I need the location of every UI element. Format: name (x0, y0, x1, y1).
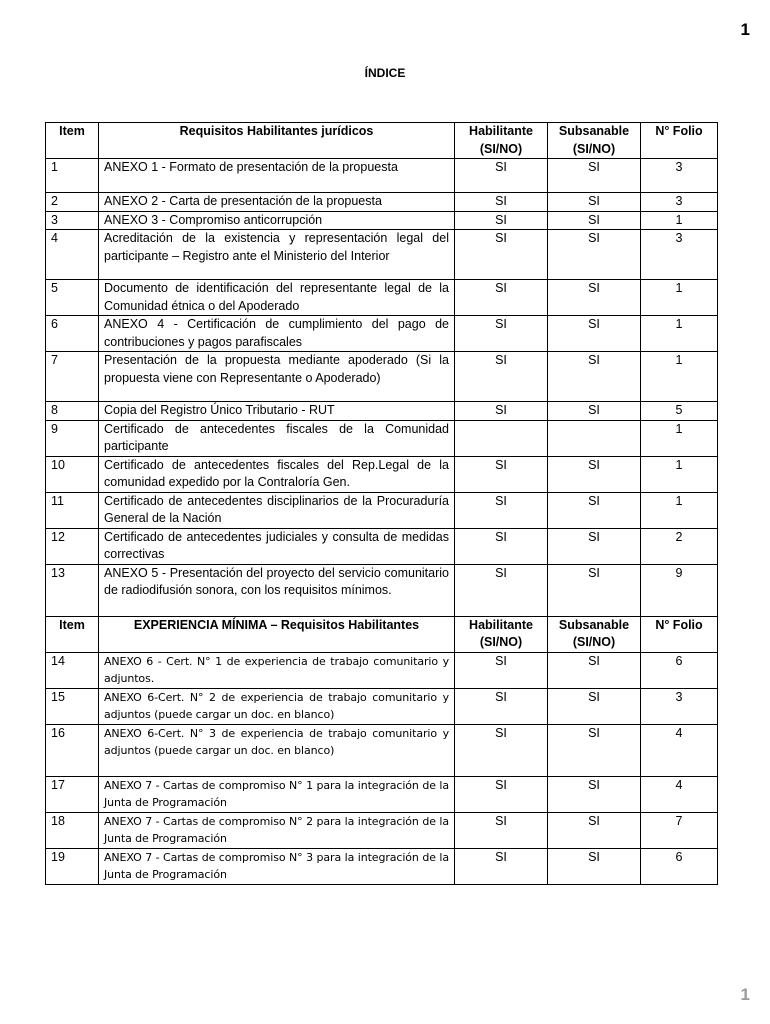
row-item-number: 14 (46, 652, 99, 688)
row-subsanable: SI (548, 211, 641, 230)
row-habilitante: SI (455, 812, 548, 848)
row-folio: 6 (641, 652, 718, 688)
row-folio: 7 (641, 812, 718, 848)
row-item-number: 6 (46, 316, 99, 352)
row-requirement: Acreditación de la existencia y representación legal del participante – Registro ante el Ministerio del Interior (99, 230, 455, 280)
row-subsanable: SI (548, 492, 641, 528)
table-row (46, 848, 718, 884)
row-folio: 1 (641, 280, 718, 316)
row-subsanable: SI (548, 776, 641, 812)
row-subsanable: SI (548, 652, 641, 688)
col-header-habilitante: Habilitante (SI/NO) (455, 616, 548, 652)
table-row (46, 211, 718, 230)
row-item-number: 9 (46, 420, 99, 456)
row-item-number: 12 (46, 528, 99, 564)
row-item-number: 17 (46, 776, 99, 812)
row-folio: 6 (641, 848, 718, 884)
row-habilitante: SI (455, 456, 548, 492)
row-folio: 3 (641, 230, 718, 280)
row-subsanable: SI (548, 724, 641, 776)
row-folio: 1 (641, 316, 718, 352)
table-row (46, 812, 718, 848)
row-requirement: ANEXO 7 - Cartas de compromiso N° 1 para la integración de la Junta de Programación (99, 776, 455, 812)
col-header-requisitos: EXPERIENCIA MÍNIMA – Requisitos Habilitantes (99, 616, 455, 652)
row-requirement: ANEXO 1 - Formato de presentación de la propuesta (99, 159, 455, 193)
row-item-number: 10 (46, 456, 99, 492)
section2-header-row (46, 616, 718, 652)
row-requirement: ANEXO 6-Cert. N° 3 de experiencia de trabajo comunitario y adjuntos (puede cargar un doc. en blanco) (99, 724, 455, 776)
table-row (46, 492, 718, 528)
row-folio: 2 (641, 528, 718, 564)
row-requirement: ANEXO 6 - Cert. N° 1 de experiencia de trabajo comunitario y adjuntos. (99, 652, 455, 688)
table-row (46, 688, 718, 724)
col-header-item: Item (46, 616, 99, 652)
row-requirement: ANEXO 3 - Compromiso anticorrupción (99, 211, 455, 230)
row-item-number: 16 (46, 724, 99, 776)
row-habilitante: SI (455, 402, 548, 421)
row-habilitante: SI (455, 316, 548, 352)
row-folio: 1 (641, 420, 718, 456)
row-folio: 4 (641, 776, 718, 812)
col-header-subsanable: Subsanable (SI/NO) (548, 123, 641, 159)
row-habilitante: SI (455, 230, 548, 280)
row-requirement: Certificado de antecedentes disciplinarios de la Procuraduría General de la Nación (99, 492, 455, 528)
row-habilitante: SI (455, 688, 548, 724)
page-number-footer: 1 (740, 985, 750, 1004)
row-item-number: 2 (46, 193, 99, 212)
row-requirement: ANEXO 7 - Cartas de compromiso N° 2 para la integración de la Junta de Programación (99, 812, 455, 848)
row-habilitante: SI (455, 211, 548, 230)
row-folio: 3 (641, 159, 718, 193)
row-item-number: 3 (46, 211, 99, 230)
row-subsanable: SI (548, 280, 641, 316)
row-habilitante (455, 420, 548, 456)
row-item-number: 5 (46, 280, 99, 316)
row-item-number: 13 (46, 564, 99, 616)
row-habilitante: SI (455, 280, 548, 316)
table-row (46, 564, 718, 616)
row-subsanable: SI (548, 352, 641, 402)
page-number: 1 (740, 20, 750, 39)
row-subsanable: SI (548, 812, 641, 848)
row-requirement: ANEXO 5 - Presentación del proyecto del servicio comunitario de radiodifusión sonora, con los requisitos mínimos. (99, 564, 455, 616)
row-requirement: Copia del Registro Único Tributario - RUT (99, 402, 455, 421)
row-requirement: ANEXO 2 - Carta de presentación de la propuesta (99, 193, 455, 212)
row-subsanable: SI (548, 456, 641, 492)
row-subsanable (548, 420, 641, 456)
row-folio: 3 (641, 193, 718, 212)
row-item-number: 1 (46, 159, 99, 193)
row-item-number: 7 (46, 352, 99, 402)
row-subsanable: SI (548, 564, 641, 616)
col-header-folio: N° Folio (641, 616, 718, 652)
row-folio: 4 (641, 724, 718, 776)
row-subsanable: SI (548, 528, 641, 564)
row-subsanable: SI (548, 193, 641, 212)
col-header-item: Item (46, 123, 99, 159)
table-row (46, 776, 718, 812)
table-row (46, 456, 718, 492)
row-habilitante: SI (455, 564, 548, 616)
row-subsanable: SI (548, 848, 641, 884)
col-header-folio: N° Folio (641, 123, 718, 159)
col-header-habilitante: Habilitante (SI/NO) (455, 123, 548, 159)
table-row (46, 159, 718, 193)
row-item-number: 15 (46, 688, 99, 724)
row-habilitante: SI (455, 492, 548, 528)
row-folio: 5 (641, 402, 718, 421)
table-row (46, 280, 718, 316)
table-row (46, 420, 718, 456)
row-item-number: 4 (46, 230, 99, 280)
row-folio: 9 (641, 564, 718, 616)
row-requirement: ANEXO 4 - Certificación de cumplimiento del pago de contribuciones y pagos parafiscales (99, 316, 455, 352)
table-row (46, 402, 718, 421)
row-item-number: 8 (46, 402, 99, 421)
table-row (46, 724, 718, 776)
table-row (46, 528, 718, 564)
row-subsanable: SI (548, 316, 641, 352)
row-habilitante: SI (455, 159, 548, 193)
table-row (46, 193, 718, 212)
row-requirement: Certificado de antecedentes fiscales del Rep.Legal de la comunidad expedido por la Contraloría Gen. (99, 456, 455, 492)
row-folio: 1 (641, 211, 718, 230)
section1-header-row (46, 123, 718, 159)
row-requirement: ANEXO 7 - Cartas de compromiso N° 3 para la integración de la Junta de Programación (99, 848, 455, 884)
row-item-number: 19 (46, 848, 99, 884)
row-habilitante: SI (455, 848, 548, 884)
row-folio: 1 (641, 492, 718, 528)
table-row (46, 652, 718, 688)
row-habilitante: SI (455, 776, 548, 812)
table-row (46, 230, 718, 280)
row-subsanable: SI (548, 230, 641, 280)
table-row (46, 352, 718, 402)
table-row (46, 316, 718, 352)
row-habilitante: SI (455, 652, 548, 688)
row-folio: 3 (641, 688, 718, 724)
row-habilitante: SI (455, 352, 548, 402)
col-header-subsanable: Subsanable (SI/NO) (548, 616, 641, 652)
row-habilitante: SI (455, 528, 548, 564)
index-table (45, 122, 718, 885)
index-table-body (46, 123, 718, 885)
row-requirement: Certificado de antecedentes fiscales de la Comunidad participante (99, 420, 455, 456)
row-folio: 1 (641, 352, 718, 402)
row-subsanable: SI (548, 688, 641, 724)
row-requirement: Presentación de la propuesta mediante apoderado (Si la propuesta viene con Representante o Apoderado) (99, 352, 455, 402)
row-habilitante: SI (455, 724, 548, 776)
row-subsanable: SI (548, 159, 641, 193)
row-folio: 1 (641, 456, 718, 492)
row-subsanable: SI (548, 402, 641, 421)
page-title: ÍNDICE (364, 66, 406, 80)
row-requirement: Documento de identificación del representante legal de la Comunidad étnica o del Apoderado (99, 280, 455, 316)
row-item-number: 11 (46, 492, 99, 528)
row-item-number: 18 (46, 812, 99, 848)
row-requirement: Certificado de antecedentes judiciales y consulta de medidas correctivas (99, 528, 455, 564)
row-requirement: ANEXO 6-Cert. N° 2 de experiencia de trabajo comunitario y adjuntos (puede cargar un doc. en blanco) (99, 688, 455, 724)
row-habilitante: SI (455, 193, 548, 212)
col-header-requisitos: Requisitos Habilitantes jurídicos (99, 123, 455, 159)
